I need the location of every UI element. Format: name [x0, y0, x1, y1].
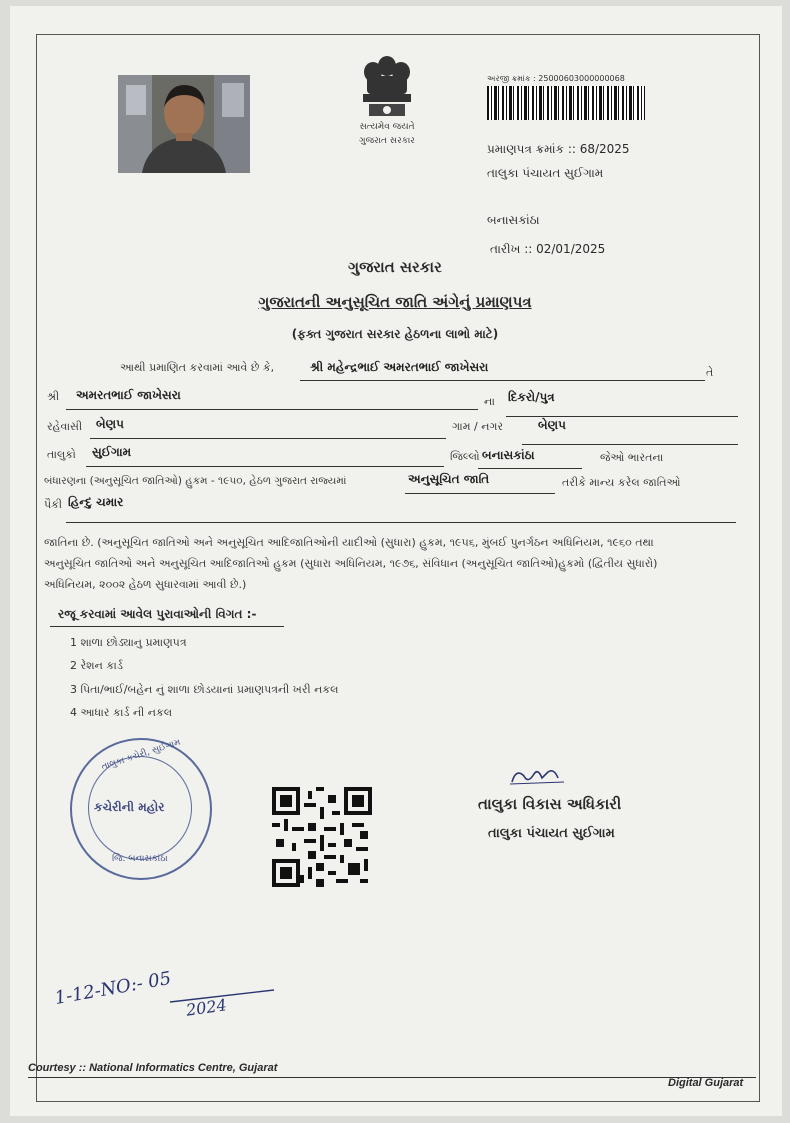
- resident-value: બેણપ: [96, 417, 124, 431]
- handwritten-underline: [168, 986, 278, 1006]
- shri-label: શ્રી: [47, 390, 60, 403]
- category-line: [405, 493, 555, 494]
- recognized-text: તરીકે માન્ય કરેલ જાતિઓ: [562, 476, 681, 489]
- issuing-district: બનાસકાંઠા: [487, 213, 540, 227]
- father-name: અમરતભાઈ જાખેસરા: [76, 388, 181, 402]
- district-line: [478, 468, 582, 469]
- village-line: [522, 444, 738, 445]
- india-label: જેઓ ભારતના: [600, 451, 664, 464]
- relation-value: દિકરો/પુત્ર: [508, 390, 555, 404]
- resident-line: [90, 438, 446, 439]
- office-stamp: [70, 738, 212, 880]
- issuing-office: તાલુકા પંચાયત સુઈગામ: [487, 166, 604, 180]
- emblem-caption: ગુજરાત સરકાર: [359, 136, 415, 146]
- applicant-name: શ્રી મહેન્દ્રભાઈ અમરતભાઈ જાખેસરા: [310, 360, 489, 374]
- district-label: જિલ્લો: [450, 450, 480, 463]
- evidence-heading-underline: [50, 626, 284, 627]
- father-line: [66, 409, 478, 410]
- state-emblem: [347, 52, 427, 152]
- taluka-label: તાલુકો: [47, 448, 76, 461]
- government-title: ગુજરાત સરકાર: [348, 258, 442, 276]
- certificate-title: ગુજરાતની અનુસૂચિત જાતિ અંગેનું પ્રમાણપત્ર: [258, 293, 532, 311]
- name-line: [300, 380, 705, 381]
- footer-rule: [28, 1077, 756, 1078]
- applicant-photo: [118, 75, 250, 173]
- relation-line: [506, 416, 738, 417]
- evidence-item: 3 પિતા/ભાઈ/બહેન નું શાળા છોડયાનાં પ્રમાણપત્રની ખરી નકલ: [70, 683, 339, 696]
- constitution-text: બંધારણના (અનુસૂચિત જાતિઓ) હુકમ - ૧૯૫૦, હેઠળ ગુજરાત રાજ્યમાં: [44, 475, 347, 487]
- evidence-heading: રજૂ કરવામાં આવેલ પુરાવાઓની વિગત :-: [58, 607, 257, 621]
- application-number: અરજી ક્રમાંક : 25000603000000068: [487, 74, 625, 83]
- ashoka-emblem-icon: [347, 52, 427, 122]
- footer-brand: Digital Gujarat: [668, 1077, 744, 1089]
- officer-designation: તાલુકા વિકાસ અધિકારી: [478, 795, 622, 813]
- village-value: બેણપ: [538, 418, 566, 432]
- caste-value: હિન્દુ ચમાર: [68, 495, 124, 509]
- footer-courtesy: Courtesy :: National Informatics Centre, Gujarat: [28, 1062, 278, 1074]
- stamp-center-text: કચેરીની મહોર: [94, 800, 165, 814]
- resident-label: રહેવાસી: [47, 420, 83, 433]
- stamp-top-text: તાલુકા કચેરી, સુઈગામ: [100, 737, 182, 773]
- officer-office: તાલુકા પંચાયત સુઈગામ: [488, 826, 615, 841]
- category-value: અનુસૂચિત જાતિ: [408, 472, 490, 486]
- sub-label: પૈકી: [44, 498, 63, 511]
- taluka-line: [86, 466, 444, 467]
- handwritten-year: 2024: [184, 995, 228, 1020]
- certificate-subtitle: (ફક્ત ગુજરાત સરકાર હેઠળના લાભો માટે): [291, 327, 499, 341]
- evidence-item: 2 રેશન કાર્ડ: [70, 659, 123, 672]
- na-label: ના: [484, 395, 495, 408]
- handwritten-reference: 1-12-NO:- 05: [53, 967, 173, 1010]
- district-value: બનાસકાંઠા: [482, 448, 535, 462]
- barcode: [487, 86, 645, 120]
- statute-line-2: અનુસૂચિત જાતિઓ અને અનુસૂચિત આદિજાતિઓ હુકમ (સુધારા અધિનિયમ, ૧૯૭૬, સંવિધાન (અનુસૂચિત જાતિઓ)હુકમો (દ્વિતીય સુધારો): [44, 557, 658, 570]
- statute-line-3: અધિનિયમ, ૨૦૦૨ હેઠળ સુધારવામાં આવી છે.): [44, 578, 247, 591]
- certificate-number: પ્રમાણપત્ર ક્રમાંક :: 68/2025: [487, 142, 630, 156]
- certify-label: આથી પ્રમાણિત કરવામાં આવે છે કે,: [120, 361, 275, 374]
- emblem-motto: સત્યમેવ જયતે: [359, 122, 415, 132]
- officer-signature: [508, 764, 568, 790]
- stamp-bottom-text: જિ. બનાસકાંઠા: [112, 854, 168, 864]
- village-label: ગામ / નગર: [452, 420, 504, 433]
- te-label: તે: [706, 366, 714, 379]
- evidence-item: 1 શાળા છોડ્યાનુ પ્રમાણપત્ર: [70, 636, 187, 649]
- statute-line-1: જાતિના છે. (અનુસૂચિત જાતિઓ અને અનુસૂચિત આદિજાતિઓની યાદીઓ (સુધારા) હુકમ, ૧૯૫૬, મુંબઈ પુનર્ગઠન અધિનિયમ, ૧૯૬૦ તથા: [44, 536, 654, 549]
- qr-code: [272, 786, 372, 888]
- issue-date: તારીખ :: 02/01/2025: [490, 242, 606, 256]
- caste-line: [66, 522, 736, 523]
- taluka-value: સુઈગામ: [92, 445, 132, 459]
- evidence-item: 4 આધાર કાર્ડ ની નકલ: [70, 706, 173, 719]
